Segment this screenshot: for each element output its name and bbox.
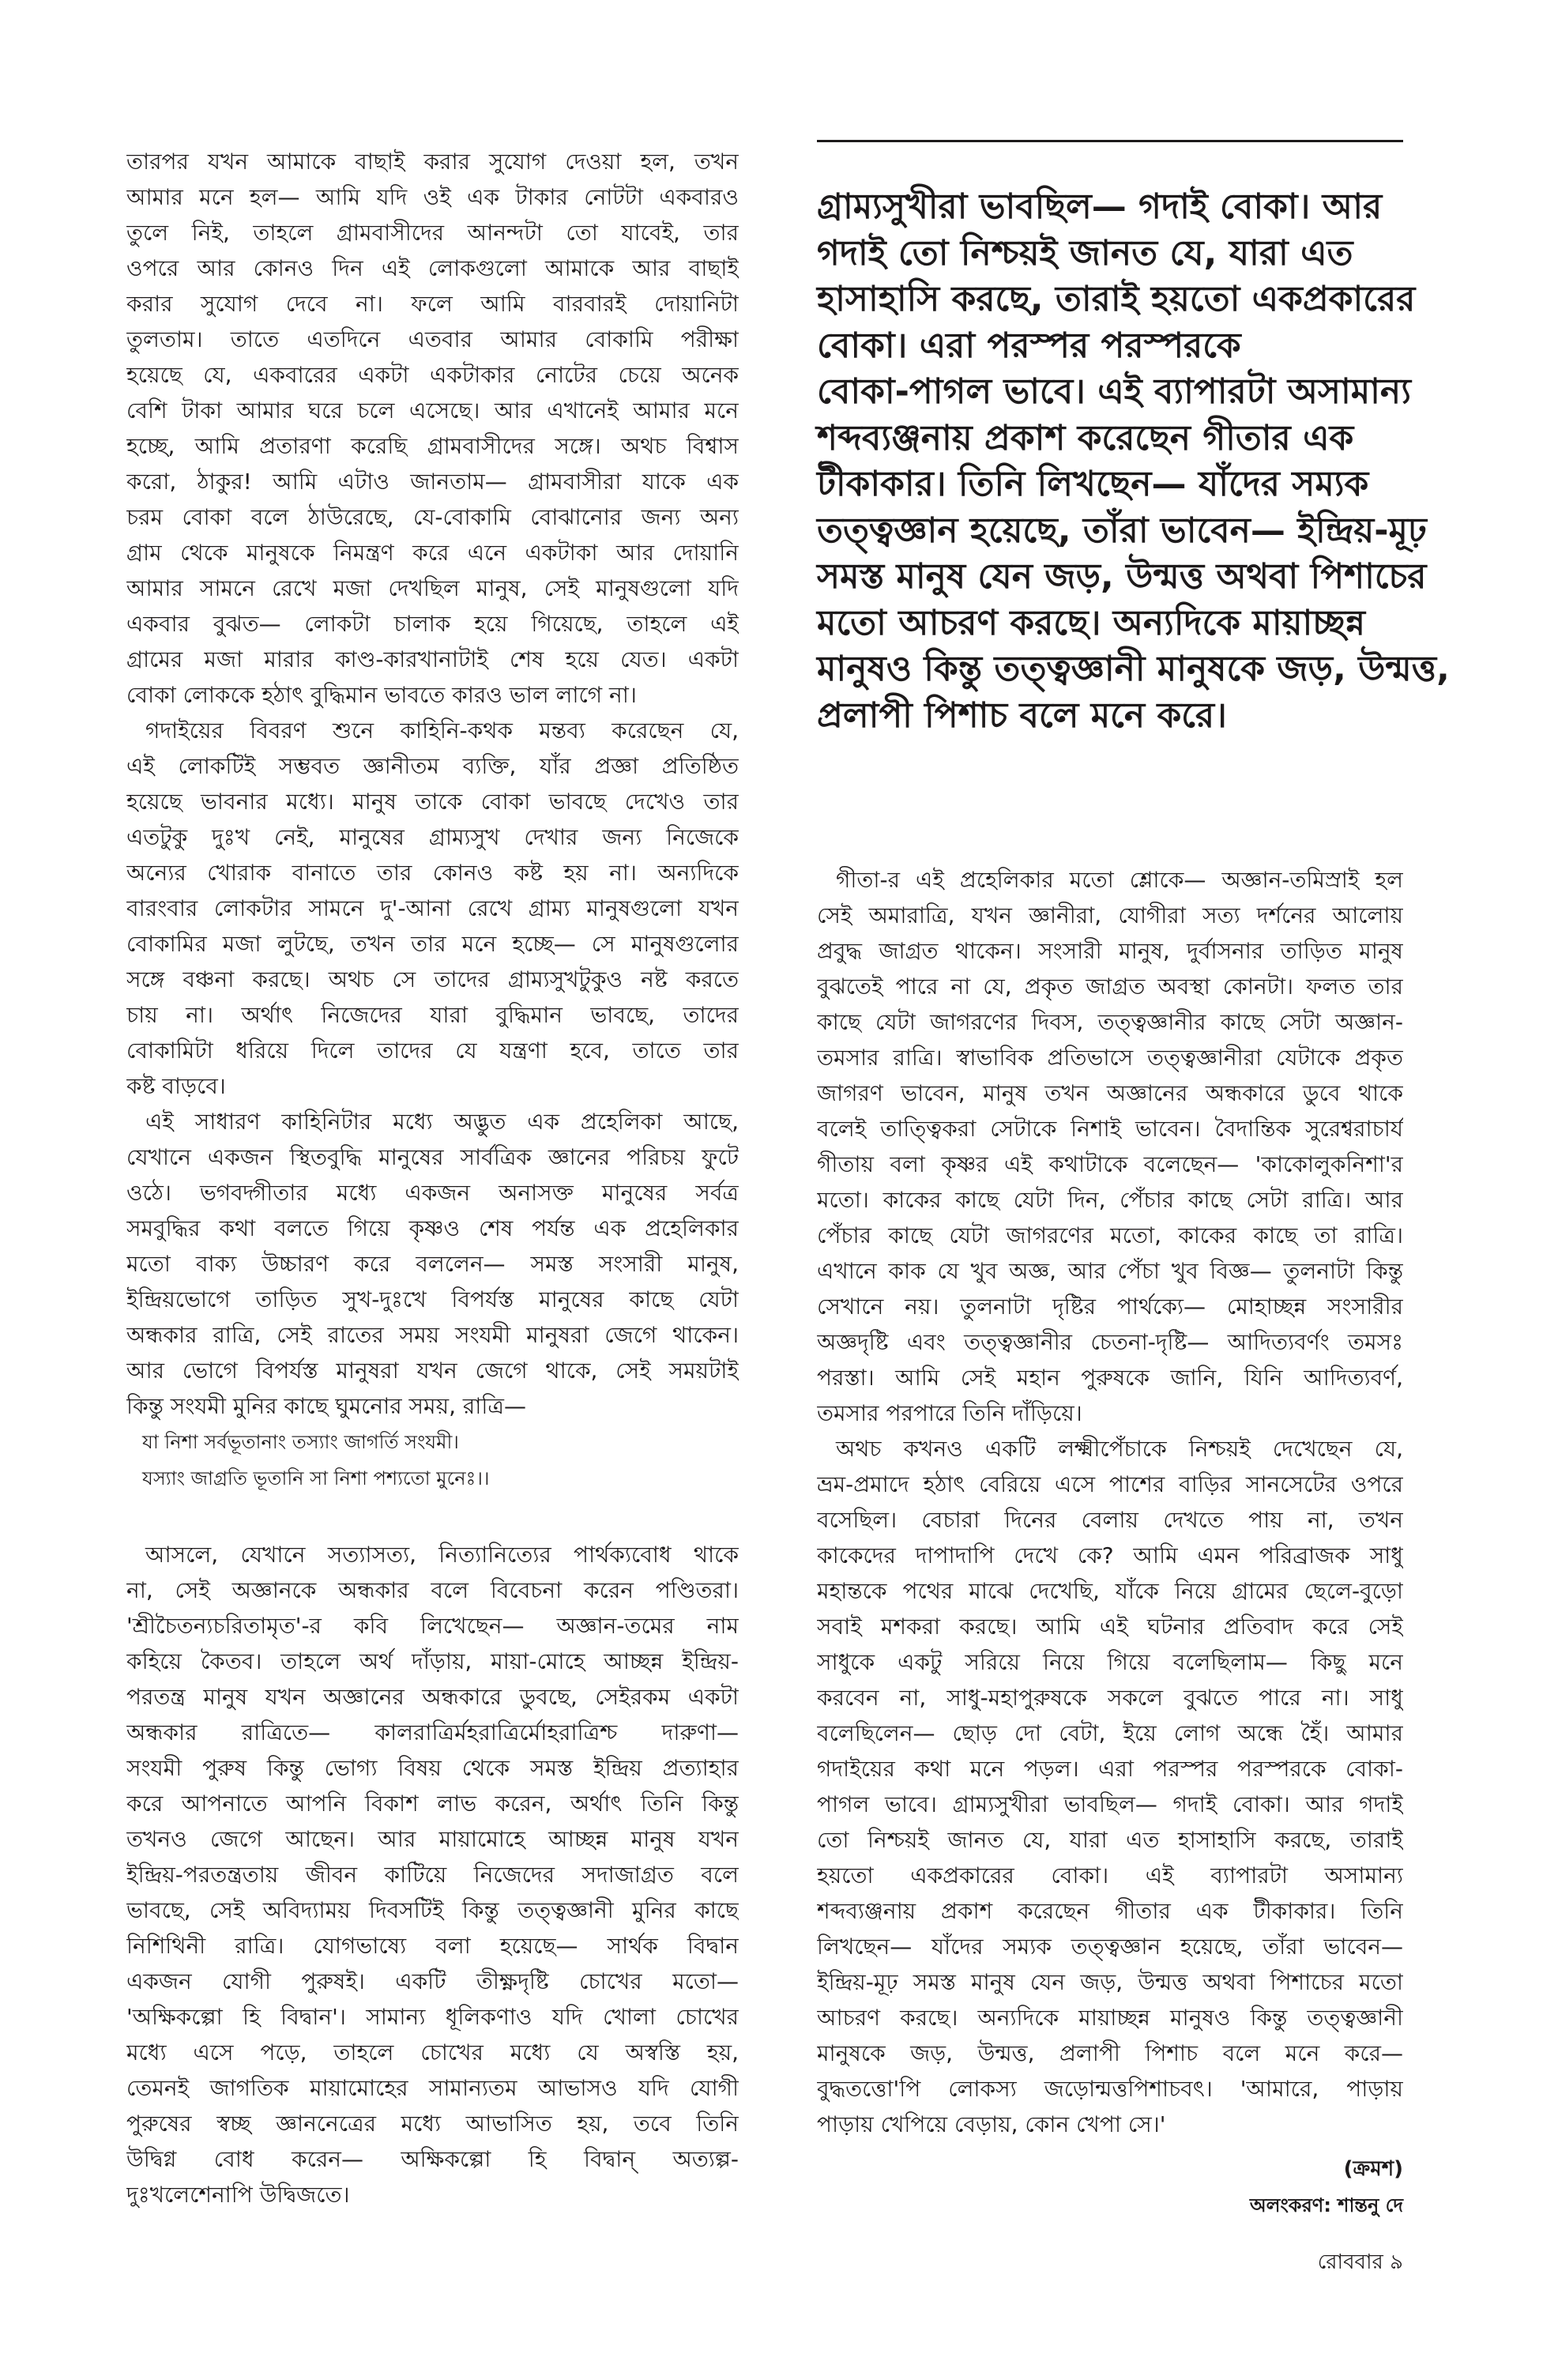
body-text-line: আসলে, যেখানে সত্যাসত্য, নিত্যানিত্যের পার্থক্যবোধ থাকে: [145, 1542, 739, 1568]
body-text-line: বলেছিলেন— ছোড় দো বেটা, ইয়ে লোগ অন্ধে হৈঁ। আমার: [817, 1720, 1403, 1746]
body-text-line: অন্ধকার রাত্রি, সেই রাতের সময় সংযমী মানুষরা জেগে থাকেন।: [126, 1322, 739, 1348]
footer: [1250, 2151, 1403, 2280]
body-text-line: ইন্দ্রিয়-মূঢ় সমস্ত মানুষ যেন জড়, উন্মত্ত অথবা পিশাচের মতো: [817, 1969, 1403, 1995]
illustration-credit: অলংকরণ: শান্তনু দে: [1249, 2194, 1403, 2216]
body-text-line: যেখানে একজন স্থিতবুদ্ধি মানুষের সার্বত্রিক জ্ঞানের পরিচয় ফুটে: [126, 1144, 739, 1170]
body-text-line: অথচ কখনও একটি লক্ষ্মীপেঁচাকে নিশ্চয়ই দেখেছেন যে,: [836, 1436, 1403, 1462]
pull-quote-line: বোকা। এরা পরস্পর পরস্পরকে: [817, 325, 1241, 366]
body-text-line: সেখানে নয়। তুলনাটা দৃষ্টির পার্থক্যে— মোহাচ্ছন্ন সংসারীর: [817, 1294, 1403, 1320]
body-text-line: অজ্ঞদৃষ্টি এবং তত্ত্বজ্ঞানীর চেতনা-দৃষ্টি— আদিত্যবর্ণং তমসঃ: [817, 1329, 1403, 1355]
body-text-line: হয়তো একপ্রকারের বোকা। এই ব্যাপারটা অসামান্য: [817, 1862, 1403, 1889]
body-text-line: চায় না। অর্থাৎ নিজেদের যারা বুদ্ধিমান ভাবছে, তাদের: [126, 1002, 739, 1028]
body-text-line: বসেছিল। বেচারা দিনের বেলায় দেখতে পায় না, তখন: [817, 1507, 1403, 1533]
body-text-line: 'শ্রীচৈতন্যচরিতামৃত'-র কবি লিখেছেন— অজ্ঞান-তমের নাম: [126, 1613, 739, 1639]
body-text-line: বোকামিটা ধরিয়ে দিলে তাদের যে যন্ত্রণা হবে, তাতে তার: [126, 1037, 739, 1064]
body-text-line: আচরণ করছে। অন্যদিকে মায়াচ্ছন্ন মানুষও কিন্তু তত্ত্বজ্ঞানী: [817, 2005, 1403, 2031]
sanskrit-verse-line: যস্যাং জাগ্রতি ভূতানি সা নিশা পশ্যতো মুনেঃ।।: [142, 1467, 490, 1489]
body-text-line: সাধুকে একটু সরিয়ে নিয়ে গিয়ে বলেছিলাম— কিছু মনে: [817, 1649, 1403, 1675]
body-text-line: ইন্দ্রিয়-পরতন্ত্রতায় জীবন কাটিয়ে নিজেদের সদাজাগ্রত বলে: [126, 1862, 739, 1888]
body-text-line: মধ্যে এসে পড়ে, তাহলে চোখের মধ্যে যে অস্বস্তি হয়,: [126, 2039, 739, 2066]
body-text-line: বুঝতেই পারে না যে, প্রকৃত জাগ্রত অবস্থা কোনটা। ফলত তার: [817, 973, 1403, 1000]
pull-quote: [817, 184, 1450, 739]
body-text-line: পাগল ভাবে। গ্রাম্যসুখীরা ভাবছিল— গদাই বোকা। আর গদাই: [817, 1791, 1403, 1817]
body-text-line: প্রবুদ্ধ জাগ্রত থাকেন। সংসারী মানুষ, দুর্বাসনার তাড়িত মানুষ: [817, 938, 1403, 964]
body-text-line: পরস্তা। আমি সেই মহান পুরুষকে জানি, যিনি আদিত্যবর্ণ,: [817, 1365, 1403, 1391]
body-text-line: উদ্বিগ্ন বোধ করেন— অক্ষিকল্পো হি বিদ্বান্ অত্যল্প-: [126, 2146, 739, 2172]
pull-quote-line: শব্দব্যঞ্জনায় প্রকাশ করেছেন গীতার এক: [817, 417, 1354, 458]
body-text-line: পরতন্ত্র মানুষ যখন অজ্ঞানের অন্ধকারে ডুবছে, সেইরকম একটা: [126, 1684, 739, 1710]
body-text-line: পাড়ায় খেপিয়ে বেড়ায়, কোন খেপা সে।': [817, 2111, 1166, 2137]
body-text-line: বলেই তাত্ত্বিকরা সেটাকে নিশাই ভাবেন। বৈদান্তিক সুরেশ্বরাচার্য: [817, 1116, 1403, 1142]
body-text-line: পেঁচার কাছে যেটা জাগরণের মতো, কাকের কাছে তা রাত্রি।: [817, 1222, 1403, 1248]
body-text-line: 'অক্ষিকল্পো হি বিদ্বান'। সামান্য ধূলিকণাও যদি খোলা চোখের: [126, 2004, 739, 2030]
body-text-line: তুলে নিই, তাহলে গ্রামবাসীদের আনন্দটা তো যাবেই, তার: [126, 220, 739, 246]
body-text-line: তমসার পরপারে তিনি দাঁড়িয়ে।: [817, 1400, 1082, 1426]
body-text-line: গদাইয়ের বিবরণ শুনে কাহিনি-কথক মন্তব্য করেছেন যে,: [145, 717, 739, 744]
pull-quote-line: মতো আচরণ করছে। অন্যদিকে মায়াচ্ছন্ন: [817, 602, 1366, 643]
body-text-line: আমার সামনে রেখে মজা দেখছিল মানুষ, সেই মানুষগুলো যদি: [126, 575, 739, 601]
body-text-line: তখনও জেগে আছেন। আর মায়ামোহে আচ্ছন্ন মানুষ যখন: [126, 1826, 739, 1852]
body-text-line: জাগরণ ভাবেন, মানুষ তখন অজ্ঞানের অন্ধকারে ডুবে থাকে: [817, 1080, 1403, 1106]
pull-quote-line: টীকাকার। তিনি লিখছেন— যাঁদের সম্যক: [817, 464, 1369, 504]
body-text-line: তেমনই জাগতিক মায়ামোহের সামান্যতম আভাসও যদি যোগী: [126, 2075, 739, 2101]
body-text-line: অন্ধকার রাত্রিতে— কালরাত্রির্মহরাত্রির্মোহরাত্রিশ্চ দারুণা—: [126, 1719, 739, 1745]
body-text-line: মতো। কাকের কাছে যেটা দিন, পেঁচার কাছে সেটা রাত্রি। আর: [817, 1187, 1403, 1213]
body-text-line: মহান্তকে পথের মাঝে দেখেছি, যাঁকে নিয়ে গ্রামের ছেলে-বুড়ো: [817, 1578, 1403, 1604]
body-text-line: একজন যোগী পুরুষই। একটি তীক্ষ্ণদৃষ্টি চোখের মতো—: [126, 1968, 739, 1994]
body-text-line: হচ্ছে, আমি প্রতারণা করেছি গ্রামবাসীদের সঙ্গে। অথচ বিশ্বাস: [126, 433, 739, 459]
pull-quote-line: সমস্ত মানুষ যেন জড়, উন্মত্ত অথবা পিশাচের: [817, 556, 1427, 597]
body-text-line: হয়েছে যে, একবারের একটা একটাকার নোটের চেয়ে অনেক: [126, 362, 739, 388]
body-text-line: সংযমী পুরুষ কিন্তু ভোগ্য বিষয় থেকে সমস্ত ইন্দ্রিয় প্রত্যাহার: [126, 1755, 739, 1781]
body-text-line: মতো বাক্য উচ্চারণ করে বললেন— সমস্ত সংসারী মানুষ,: [126, 1251, 739, 1277]
body-text-line: কিন্তু সংযমী মুনির কাছে ঘুমনোর সময়, রাত্রি—: [126, 1393, 527, 1419]
body-text-line: একবার বুঝত— লোকটা চালাক হয়ে গিয়েছে, তাহলে এই: [126, 611, 739, 637]
body-text-line: হয়েছে ভাবনার মধ্যে। মানুষ তাকে বোকা ভাবছে দেখেও তার: [126, 789, 739, 815]
body-text-line: বোকা লোককে হঠাৎ বুদ্ধিমান ভাবতে কারও ভাল লাগে না।: [126, 682, 637, 708]
body-text-line: গ্রামের মজা মারার কাণ্ড-কারখানাটাই শেষ হয়ে যেত। একটা: [126, 646, 739, 672]
pull-quote-divider: [817, 140, 1403, 142]
body-text-line: বোকামির মজা লুটছে, তখন তার মনে হচ্ছে— সে মানুষগুলোর: [126, 931, 739, 957]
body-text-line: সঙ্গে বঞ্চনা করছে। অথচ সে তাদের গ্রাম্যসুখটুকুও নষ্ট করতে: [126, 966, 739, 992]
body-text-line: তমসার রাত্রি। স্বাভাবিক প্রতিভাসে তত্ত্বজ্ঞানীরা যেটাকে প্রকৃত: [817, 1045, 1403, 1071]
sanskrit-verse-line: যা নিশা সর্বভূতানাং তস্যাং জাগর্তি সংযমী।: [142, 1431, 459, 1453]
body-text-line: কষ্ট বাড়বে।: [126, 1073, 226, 1099]
left-column-bottom: [126, 1537, 739, 2212]
pull-quote-line: প্রলাপী পিশাচ বলে মনে করে।: [817, 695, 1227, 736]
body-text-line: কাকেদের দাপাদাপি দেখে কে? আমি এমন পরিব্রাজক সাধু: [817, 1542, 1403, 1568]
body-text-line: পুরুষের স্বচ্ছ জ্ঞাননেত্রের মধ্যে আভাসিত হয়, তবে তিনি: [126, 2111, 739, 2137]
body-text-line: শব্দব্যঞ্জনায় প্রকাশ করেছেন গীতার এক টীকাকার। তিনি: [817, 1898, 1403, 1924]
body-text-line: বেশি টাকা আমার ঘরে চলে এসেছে। আর এখানেই আমার মনে: [126, 397, 739, 424]
body-text-line: করে আপনাতে আপনি বিকাশ লাভ করেন, অর্থাৎ তিনি কিন্তু: [126, 1791, 739, 1817]
body-text-line: চরম বোকা বলে ঠাউরেছে, যে-বোকামি বোঝানোর জন্য অন্য: [126, 504, 739, 530]
body-text-line: তারপর যখন আমাকে বাছাই করার সুযোগ দেওয়া হল, তখন: [126, 149, 739, 175]
body-text-line: অন্যের খোরাক বানাতে তার কোনও কষ্ট হয় না। অন্যদিকে: [126, 860, 739, 886]
page-number: রোববার ৯: [1317, 2250, 1403, 2274]
body-text-line: সবাই মশকরা করছে। আমি এই ঘটনার প্রতিবাদ করে সেই: [817, 1614, 1403, 1640]
body-text-line: বুদ্ধতত্তো'পি লোকস্য জড়োন্মত্তপিশাচবৎ। 'আমারে, পাড়ায়: [817, 2076, 1403, 2102]
body-text-line: এখানে কাক যে খুব অজ্ঞ, আর পেঁচা খুব বিজ্ঞ— তুলনাটা কিন্তু: [817, 1258, 1403, 1284]
body-text-line: গ্রাম থেকে মানুষকে নিমন্ত্রণ করে এনে একটাকা আর দোয়ানি: [126, 540, 739, 566]
body-text-line: তো নিশ্চয়ই জানত যে, যারা এত হাসাহাসি করছে, তারাই: [817, 1827, 1403, 1853]
body-text-line: করো, ঠাকুর! আমি এটাও জানতাম— গ্রামবাসীরা যাকে এক: [126, 469, 739, 495]
body-text-line: মানুষকে জড়, উন্মত্ত, প্রলাপী পিশাচ বলে মনে করে—: [817, 2040, 1403, 2066]
body-text-line: ভাবছে, সেই অবিদ্যাময় দিবসটিই কিন্তু তত্ত্বজ্ঞানী মুনির কাছে: [126, 1897, 739, 1923]
body-text-line: কাছে যেটা জাগরণের দিবস, তত্ত্বজ্ঞানীর কাছে সেটা অজ্ঞান-: [817, 1009, 1403, 1035]
body-text-line: সমবুদ্ধির কথা বলতে গিয়ে কৃষ্ণও শেষ পর্যন্ত এক প্রহেলিকার: [126, 1215, 739, 1241]
pull-quote-line: হাসাহাসি করছে, তারাই হয়তো একপ্রকারের: [817, 279, 1416, 319]
body-text-line: করার সুযোগ দেবে না। ফলে আমি বারবারই দোয়ানিটা: [126, 291, 739, 317]
continued-note: (ক্রমশ): [1343, 2157, 1403, 2181]
body-text-line: ওঠে। ভগবদ্গীতার মধ্যে একজন অনাসক্ত মানুষের সর্বত্র: [126, 1180, 739, 1206]
pull-quote-line: মানুষও কিন্তু তত্ত্বজ্ঞানী মানুষকে জড়, উন্মত্ত,: [817, 649, 1450, 689]
body-text-line: এই লোকটিই সম্ভবত জ্ঞানীতম ব্যক্তি, যাঁর প্রজ্ঞা প্রতিষ্ঠিত: [126, 753, 739, 779]
body-text-line: গীতায় বলা কৃষ্ণর এই কথাটাকে বলেছেন— 'কাকোলুকনিশা'র: [817, 1151, 1403, 1177]
pull-quote-line: বোকা-পাগল ভাবে। এই ব্যাপারটা অসামান্য: [817, 371, 1411, 412]
body-text-line: করবেন না, সাধু-মহাপুরুষকে সকলে বুঝতে পারে না। সাধু: [817, 1685, 1403, 1711]
body-text-line: নিশিথিনী রাত্রি। যোগভাষ্যে বলা হয়েছে— সার্থক বিদ্বান: [126, 1933, 739, 1959]
body-text-line: আমার মনে হল— আমি যদি ওই এক টাকার নোটটা একবারও: [126, 184, 739, 210]
body-text-line: ভ্রম-প্রমাদে হঠাৎ বেরিয়ে এসে পাশের বাড়ির সানসেটের ওপরে: [817, 1471, 1403, 1497]
body-text-line: তুলতাম। তাতে এতদিনে এতবার আমার বোকামি পরীক্ষা: [126, 326, 739, 352]
body-text-line: ওপরে আর কোনও দিন এই লোকগুলো আমাকে আর বাছাই: [126, 255, 739, 281]
left-column-top: [126, 144, 739, 1497]
pull-quote-line: তত্ত্বজ্ঞান হয়েছে, তাঁরা ভাবেন— ইন্দ্রিয়-মূঢ়: [817, 510, 1427, 551]
body-text-line: দুঃখলেশেনাপি উদ্বিজতে।: [126, 2182, 350, 2208]
body-text-line: গদাইয়ের কথা মনে পড়ল। এরা পরস্পর পরস্পরকে বোকা-: [817, 1756, 1403, 1782]
body-text-line: না, সেই অজ্ঞানকে অন্ধকার বলে বিবেচনা করেন পণ্ডিতরা।: [126, 1577, 739, 1603]
body-text-line: সেই অমারাত্রি, যখন জ্ঞানীরা, যোগীরা সত্য দর্শনের আলোয়: [817, 902, 1403, 928]
body-text-line: এই সাধারণ কাহিনিটার মধ্যে অদ্ভুত এক প্রহেলিকা আছে,: [145, 1109, 739, 1135]
body-text-line: গীতা-র এই প্রহেলিকার মতো শ্লোকে— অজ্ঞান-তমিস্রাই হল: [836, 867, 1403, 893]
right-column: [817, 862, 1403, 2142]
pull-quote-line: গ্রাম্যসুখীরা ভাবছিল— গদাই বোকা। আর: [817, 186, 1383, 227]
body-text-line: এতটুকু দুঃখ নেই, মানুষের গ্রাম্যসুখ দেখার জন্য নিজেকে: [126, 824, 739, 850]
body-text-line: আর ভোগে বিপর্যস্ত মানুষরা যখন জেগে থাকে, সেই সময়টাই: [126, 1358, 739, 1384]
body-text-line: ইন্দ্রিয়ভোগে তাড়িত সুখ-দুঃখে বিপর্যস্ত মানুষের কাছে যেটা: [126, 1286, 739, 1312]
body-text-line: কহিয়ে কৈতব। তাহলে অর্থ দাঁড়ায়, মায়া-মোহে আচ্ছন্ন ইন্দ্রিয়-: [126, 1648, 739, 1674]
body-text-line: লিখছেন— যাঁদের সম্যক তত্ত্বজ্ঞান হয়েছে, তাঁরা ভাবেন—: [817, 1934, 1403, 1960]
body-text-line: বারংবার লোকটার সামনে দু'-আনা রেখে গ্রাম্য মানুষগুলো যখন: [126, 895, 739, 921]
pull-quote-line: গদাই তো নিশ্চয়ই জানত যে, যারা এত: [817, 232, 1353, 273]
